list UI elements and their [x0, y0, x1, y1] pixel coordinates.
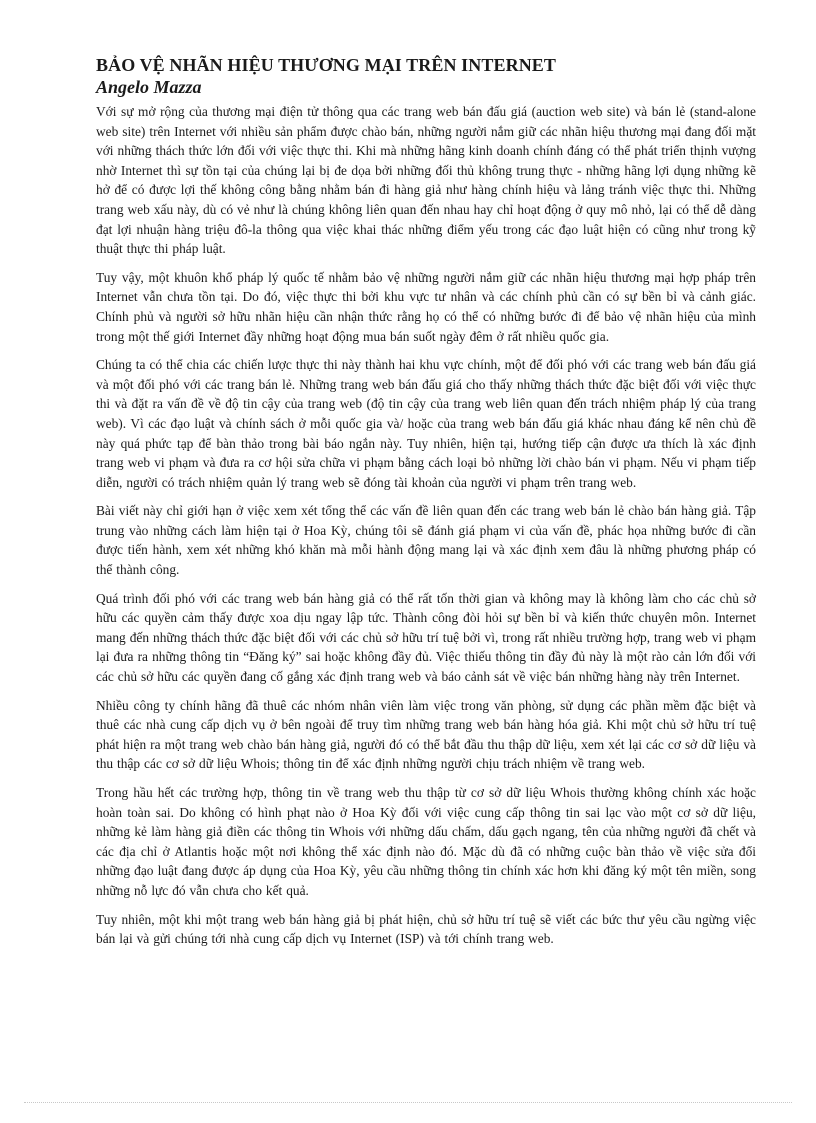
- paragraph-3: Chúng ta có thể chia các chiến lược thực thi này thành hai khu vực chính, một để đối phó với các trang web bán đấu giá và một đối phó với các trang bán lẻ. Những trang web bán đấu giá cho thấy những thách thức đặc biệt đối với việc thực thi và đặt ra vấn đề về độ tin cậy của trang web (độ tin cậy của trang web liên quan đến trách nhiệm pháp lý của trang web). Vì các đạo luật và chính sách ở mỗi quốc gia và/ hoặc của trang web bán đấu giá khác nhau đáng kể nên chủ đề này quá phức tạp để bàn thảo trong bài báo ngắn này. Tuy nhiên, hiện tại, hướng tiếp cận được ưa thích là xác định trang web vi phạm và đưa ra cơ hội sửa chữa vi phạm bằng cách loại bỏ những lời chào bán vi phạm. Nếu vi phạm tiếp diễn, người có trách nhiệm quản lý trang web sẽ đóng tài khoản của người vi phạm trên trang web.: [96, 357, 756, 490]
- paragraph-4: Bài viết này chỉ giới hạn ở việc xem xét tổng thể các vấn đề liên quan đến các trang web bán lẻ chào bán hàng giả. Tập trung vào những cách làm hiện tại ở Hoa Kỳ, chúng tôi sẽ đánh giá phạm vi của vấn đề, phác họa những bước đi cần được tiến hành, xem xét những khó khăn mà mỗi hành động mang lại và xác định xem đâu là những phương pháp có thể thành công.: [96, 503, 756, 578]
- document-author: Angelo Mazza: [96, 77, 202, 97]
- document-page: [96, 54, 756, 958]
- paragraph-5: Quá trình đối phó với các trang web bán hàng giả có thể rất tốn thời gian và không may là không làm cho các chủ sở hữu các quyền cảm thấy được xoa dịu ngay lập tức. Thành công đòi hỏi sự bền bỉ và kiến thức chuyên môn. Internet mang đến những thách thức đặc biệt đối với các chủ sở hữu trí tuệ bởi vì, trong rất nhiều trường hợp, trang web vi phạm lại đưa ra những thông tin “Đăng ký” sai hoặc không đầy đủ. Việc thiếu thông tin đầy đủ này là một rào cản lớn đối với các chủ sở hữu các quyền đang cố gắng xác định trang web và báo cảnh sát về việc bán những hàng này trên Internet.: [96, 590, 756, 685]
- paragraph-2: Tuy vậy, một khuôn khổ pháp lý quốc tế nhằm bảo vệ những người nắm giữ các nhãn hiệu thương mại hợp pháp trên Internet vẫn chưa tồn tại. Do đó, việc thực thi bởi khu vực tư nhân và các chính phủ cần có sự bền bỉ và cảnh giác. Chính phủ và người sở hữu nhãn hiệu cần nhận thức rằng họ có thể có những bước đi để bảo vệ nhãn hiệu của mình trong một thế giới Internet đầy những hoạt động mua bán suốt ngày đêm ở rất nhiều quốc gia.: [96, 269, 756, 344]
- paragraph-1: Với sự mở rộng của thương mại điện tử thông qua các trang web bán đấu giá (auction web site) và bán lẻ (stand-alone web site) trên Internet với nhiều sản phẩm được chào bán, những người nắm giữ các nhãn hiệu thương mại đang đối mặt với những thách thức lớn đối với việc thực thi. Khi mà những hãng kinh doanh chính đáng có thể phát triển thịnh vượng nhờ Internet thì sự tồn tại của chúng lại bị đe dọa bởi những đối thủ không trung thực - những hãng lợi dụng những kẽ hở để có được lợi thế không công bằng nhằm bán đi hàng giả như hàng chính hiệu và lảng tránh việc thực thi. Những trang web xấu này, dù có vẻ như là chúng không liên quan đến nhau hay chỉ hoạt động ở quy mô nhỏ, lại có thể dễ dàng đạt lợi nhuận hàng triệu đô-la thông qua việc khai thác những điểm yếu trong các đạo luật hiện có cũng như trong kỹ thuật thực thi pháp luật.: [96, 104, 756, 257]
- paragraph-8: Tuy nhiên, một khi một trang web bán hàng giả bị phát hiện, chủ sở hữu trí tuệ sẽ viết các bức thư yêu cầu ngừng việc bán lại và gửi chúng tới nhà cung cấp dịch vụ Internet (ISP) và tới chính trang web.: [96, 911, 756, 947]
- paragraph-7: Trong hầu hết các trường hợp, thông tin về trang web thu thập từ cơ sở dữ liệu Whois thường không chính xác hoặc hoàn toàn sai. Do không có hình phạt nào ở Hoa Kỳ đối với việc cung cấp thông tin sai lạc vào một cơ sở dữ liệu, những kẻ làm hàng giả điền các thông tin Whois với những dấu chấm, dấu gạch ngang, tên của những người đã chết và các địa chỉ ở Atlantis hoặc một nơi không thể xác định nào đó. Mặc dù đã có những cuộc bàn thảo về việc sửa đổi những đạo luật đang được áp dụng của Hoa Kỳ, yêu cầu những thông tin chính xác hơn khi đăng ký một tên miền, song những nỗ lực đó vẫn chưa cho kết quả.: [96, 785, 756, 898]
- page-bottom-divider: [24, 1102, 792, 1103]
- paragraph-6: Nhiều công ty chính hãng đã thuê các nhóm nhân viên làm việc trong văn phòng, sử dụng các phần mềm đặc biệt và thuê các nhà cung cấp dịch vụ ở bên ngoài để truy tìm những trang web bán hàng hóa giả. Khi một chủ sở hữu trí tuệ phát hiện ra một trang web chào bán hàng giả, người đó có thể bắt đầu thu thập dữ liệu, xem xét lại các cơ sở dữ liệu và thu thập các cơ sở dữ liệu Whois; thông tin để xác định những người chịu trách nhiệm về trang web.: [96, 697, 756, 772]
- document-title: BẢO VỆ NHÃN HIỆU THƯƠNG MẠI TRÊN INTERNET: [96, 55, 557, 75]
